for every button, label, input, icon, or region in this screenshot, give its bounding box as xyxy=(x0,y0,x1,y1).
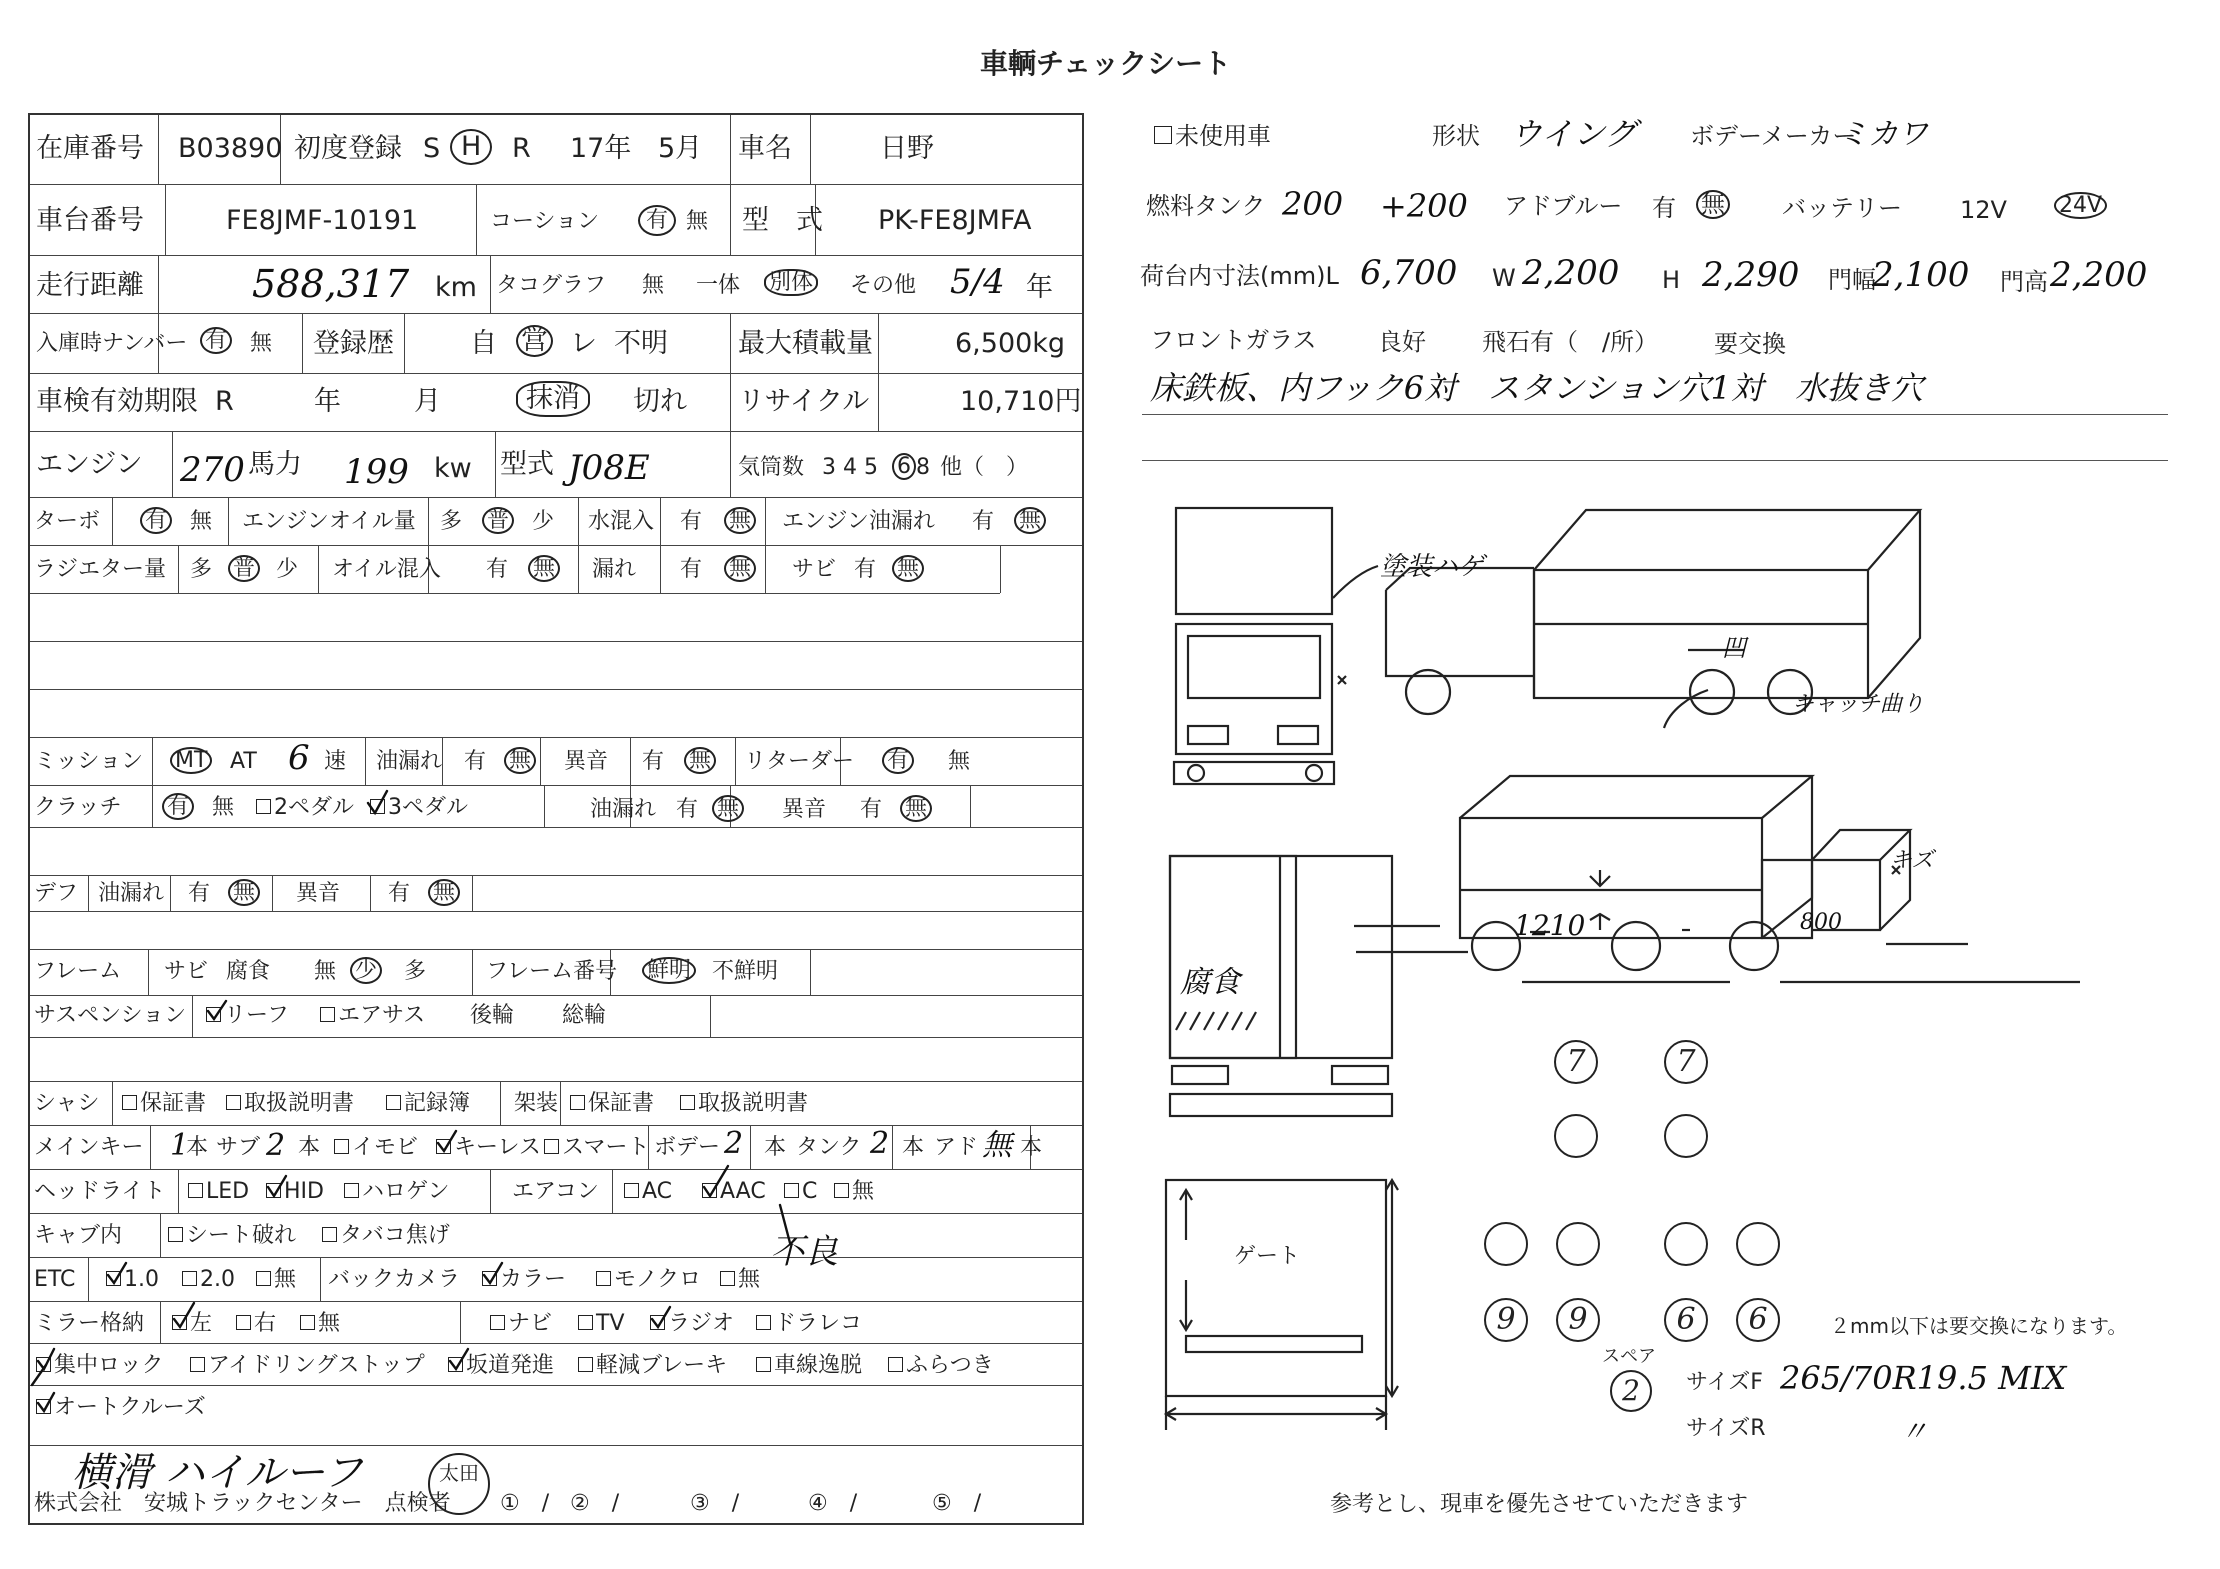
all-wheel-label: 総輪 xyxy=(562,1003,607,1028)
fuel-tank-2: +200 xyxy=(1380,187,1468,225)
kw-unit: kw xyxy=(434,453,472,484)
ad-key-value: 無 xyxy=(982,1128,1012,1163)
notes-handwritten: 横滑 ハイルーフ xyxy=(72,1450,363,1496)
engine-leak-label: エンジン油漏れ xyxy=(782,509,935,534)
inspect-label: 車検有効期限 xyxy=(36,386,198,417)
aircon-note: 不良 xyxy=(770,1232,838,1272)
aac-label: AAC xyxy=(720,1179,766,1204)
frame-label: フレーム xyxy=(34,959,122,984)
mirror-none-label: 無 xyxy=(318,1311,341,1336)
tyre-mid-right xyxy=(1664,1114,1708,1158)
dashcam-label: ドラレコ xyxy=(774,1311,863,1336)
frame-corrosion-label: 腐食 xyxy=(226,959,271,984)
inspector-stamp: 太田 xyxy=(428,1453,490,1515)
led-label: LED xyxy=(206,1179,250,1204)
frame-corrosion-less: 少 xyxy=(350,957,382,984)
turbo-yes: 有 xyxy=(140,507,172,534)
engine-leak-no: 無 xyxy=(1014,507,1046,534)
reg-year: 17年 xyxy=(570,133,632,164)
sub-key-count: 2 xyxy=(266,1128,286,1163)
chassis-docs-label: シャシ xyxy=(34,1091,100,1116)
mission-leak-yes: 有 xyxy=(464,749,487,774)
glass-label: フロントガラス xyxy=(1150,326,1317,354)
spare-label: スペア xyxy=(1602,1346,1656,1367)
records-label: 記録簿 xyxy=(404,1091,471,1116)
sketch-catch-bent: キャッチ曲り xyxy=(1792,692,1925,717)
stock-label: 在庫番号 xyxy=(36,133,144,164)
chassis-warranty-label: 保証書 xyxy=(140,1091,207,1116)
water-yes: 有 xyxy=(680,509,703,534)
unused-checkbox[interactable] xyxy=(1154,126,1172,144)
tank-key-count: 2 xyxy=(870,1126,890,1161)
cab-label: キャブ内 xyxy=(34,1223,123,1248)
history-3: レ xyxy=(570,328,597,359)
frame-number-clear: 鮮明 xyxy=(642,957,696,984)
oil-quantity-label: エンジンオイル量 xyxy=(242,509,416,534)
etc-v2-label: 2.0 xyxy=(200,1267,235,1292)
radiator-few: 少 xyxy=(276,557,299,582)
idling-stop-label: アイドリングストップ xyxy=(208,1353,425,1378)
main-key-unit: 本 xyxy=(186,1135,209,1160)
immobi-label: イモビ xyxy=(352,1135,419,1160)
tobacco-burn-label: タバコ焦げ xyxy=(340,1223,450,1248)
adblue-label: アドブルー xyxy=(1504,192,1623,220)
check-slot-4: ④ / xyxy=(808,1491,858,1516)
rear-label: 後輪 xyxy=(470,1003,515,1028)
tyre-rear-2 xyxy=(1556,1222,1600,1266)
sketch-scratch: キズ xyxy=(1890,848,1934,873)
radiator-label: ラジエター量 xyxy=(34,557,167,582)
clutch-label: クラッチ xyxy=(34,795,122,820)
spare-count: 2 xyxy=(1610,1370,1652,1412)
load-label: 最大積載量 xyxy=(738,328,873,359)
fuel-tank-label: 燃料タンク xyxy=(1146,192,1266,220)
frame-corrosion-none: 無 xyxy=(314,959,337,984)
tank-key-unit: 本 xyxy=(902,1135,925,1160)
sketch-dent: 凹 xyxy=(1722,634,1746,662)
oil-normal: 普 xyxy=(482,507,514,534)
mission-label: ミッション xyxy=(34,749,144,774)
tacho-none: 無 xyxy=(642,273,665,298)
inspect-month: 月 xyxy=(414,386,441,417)
tacho-year: 5/4 xyxy=(950,262,1005,302)
oil-mix-yes: 有 xyxy=(486,557,509,582)
diff-noise-label: 異音 xyxy=(296,881,341,906)
clutch-leak-yes: 有 xyxy=(676,797,699,822)
sketch-paint-peel: 塗装ハゲ xyxy=(1380,552,1485,582)
headlight-label: ヘッドライト xyxy=(34,1179,166,1204)
diff-leak-label: 油漏れ xyxy=(98,881,165,906)
hill-start-label: 坂道発進 xyxy=(466,1353,555,1378)
suspension-label: サスペンション xyxy=(34,1003,187,1028)
coating-yes: 有 xyxy=(638,205,676,236)
body-key-label: ボデー xyxy=(654,1135,721,1160)
remarks-handwritten: 床鉄板、内フック6対 スタンション穴1対 水抜き穴 xyxy=(1150,369,1924,407)
oil-many: 多 xyxy=(440,509,463,534)
check-slot-1: ① / xyxy=(500,1491,550,1516)
lane-depart-label: 車線逸脱 xyxy=(774,1353,863,1378)
rust-no: 無 xyxy=(892,555,924,582)
air-label: エアサス xyxy=(338,1003,426,1028)
model-label: 型式 xyxy=(500,449,554,480)
etc-v1-label: 1.0 xyxy=(124,1267,159,1292)
size-front-label: サイズF xyxy=(1686,1370,1763,1395)
oil-mix-label: オイル混入 xyxy=(332,557,441,582)
mirror-right-label: 右 xyxy=(254,1311,277,1336)
tyre-rear-1 xyxy=(1484,1222,1528,1266)
chassis-number: FE8JMF-10191 xyxy=(226,205,419,236)
adblue-no: 無 xyxy=(1696,190,1730,219)
leak-label: 漏れ xyxy=(592,557,637,582)
glass-good: 良好 xyxy=(1378,328,1426,356)
model-value: J08E xyxy=(568,448,650,488)
maker-value: ミカワ xyxy=(1838,117,1928,152)
maker-label: ボデーメーカー xyxy=(1690,122,1857,150)
shape-label: 形状 xyxy=(1432,122,1480,150)
check-marks-icon xyxy=(30,115,1082,1523)
camera-mono-label: モノクロ xyxy=(614,1267,702,1292)
door-width: 2,100 xyxy=(1872,255,1970,295)
coating-no: 無 xyxy=(686,209,709,234)
clutch-no: 無 xyxy=(212,795,235,820)
smart-label: スマート xyxy=(562,1135,650,1160)
dims-height: 2,290 xyxy=(1702,255,1800,295)
frame-number-label: フレーム番号 xyxy=(486,959,618,984)
sketch-1210: 1210 xyxy=(1514,909,1586,942)
diff-label: デフ xyxy=(34,881,79,906)
history-4: 不明 xyxy=(614,328,668,359)
mileage-label: 走行距離 xyxy=(36,270,144,301)
tacho-separate: 別体 xyxy=(764,269,818,296)
retarder-label: リターダー xyxy=(744,749,855,774)
radiator-many: 多 xyxy=(190,557,213,582)
era-r: R xyxy=(512,133,531,164)
chassis-label: 車台番号 xyxy=(36,205,144,236)
tacho-label: タコグラフ xyxy=(496,273,607,298)
battery-24v: 24V xyxy=(2054,192,2107,219)
plate-label: 入庫時ナンバー xyxy=(36,331,188,356)
sub-key-unit: 本 xyxy=(298,1135,321,1160)
cruise-label: オートクルーズ xyxy=(54,1395,206,1420)
history-label: 登録歴 xyxy=(313,328,394,359)
dims-w-label: W xyxy=(1492,264,1516,292)
mission-mt: MT xyxy=(170,747,212,774)
mission-speed: 6 xyxy=(288,738,310,778)
body-manual-label: 取扱説明書 xyxy=(698,1091,809,1116)
turbo-label: ターボ xyxy=(34,509,101,534)
history-1: 自 xyxy=(470,328,497,359)
tyre-tread-1: 9 xyxy=(1484,1298,1528,1342)
hid-label: HID xyxy=(284,1179,324,1204)
seat-tear-label: シート破れ xyxy=(186,1223,297,1248)
main-key-label: メインキー xyxy=(34,1135,144,1160)
aircon-label: エアコン xyxy=(512,1179,599,1204)
battery-12v: 12V xyxy=(1960,196,2007,224)
tacho-one: 一体 xyxy=(696,273,741,298)
reference-note: 参考とし、現車を優先させていただきます xyxy=(1330,1492,1749,1517)
leaf-label: リーフ xyxy=(224,1003,289,1028)
radiator-normal: 普 xyxy=(228,555,260,582)
mission-leak-no: 無 xyxy=(504,747,536,774)
body-docs-label: 架装 xyxy=(514,1091,559,1116)
remarks-line-1 xyxy=(1142,414,2168,415)
footer-company: 株式会社 安城トラックセンター 点検者 xyxy=(34,1491,451,1516)
era-s: S xyxy=(423,133,441,164)
cylinder-label: 気筒数 xyxy=(738,455,805,480)
dims-h-label: H xyxy=(1662,266,1681,294)
keyless-label: キーレス xyxy=(454,1135,541,1160)
type-label: 型 式 xyxy=(742,205,823,236)
car-name-label: 車名 xyxy=(738,133,792,164)
remarks-line-2 xyxy=(1142,460,2168,461)
diff-leak-yes: 有 xyxy=(188,881,211,906)
clutch-leak-no: 無 xyxy=(712,795,744,822)
water-mix-label: 水混入 xyxy=(588,509,655,534)
glass-replace: 要交換 xyxy=(1714,330,1786,358)
size-front-value: 265/70R19.5 MIX xyxy=(1780,1359,2067,1397)
size-rear-value: 〃 xyxy=(1900,1415,1929,1448)
shape-value: ウイング xyxy=(1510,115,1637,153)
central-lock-label: 集中ロック xyxy=(54,1353,164,1378)
inspect-cancel: 抹消 xyxy=(516,381,590,417)
camera-none-label: 無 xyxy=(738,1267,761,1292)
halogen-label: ハロゲン xyxy=(362,1179,450,1204)
form-title: 車輌チェックシート xyxy=(980,47,1232,80)
mission-at: AT xyxy=(230,749,257,774)
inspect-r: R xyxy=(215,386,234,417)
tyre-tread-4: 6 xyxy=(1736,1298,1780,1342)
etc-label: ETC xyxy=(34,1267,76,1292)
size-rear-label: サイズR xyxy=(1686,1416,1766,1441)
tyre-front-left: 7 xyxy=(1554,1040,1598,1084)
radio-label: ラジオ xyxy=(668,1311,735,1336)
inspect-year: 年 xyxy=(314,386,341,417)
cylinder-other: 他（ ） xyxy=(940,455,1029,480)
tyre-front-right: 7 xyxy=(1664,1040,1708,1084)
drowsy-label: ふらつき xyxy=(906,1353,994,1378)
coating-label: コーション xyxy=(490,209,600,234)
leak-yes: 有 xyxy=(680,557,703,582)
horsepower-value: 270 xyxy=(180,450,245,490)
c-label: C xyxy=(802,1179,818,1204)
car-name: 日野 xyxy=(880,133,934,164)
plate-no: 無 xyxy=(250,331,273,356)
mission-noise-no: 無 xyxy=(684,747,716,774)
rust-label: サビ xyxy=(792,557,837,582)
ac-label: AC xyxy=(642,1179,673,1204)
sketch-gate: ゲート xyxy=(1234,1244,1301,1269)
plate-yes: 有 xyxy=(200,327,232,354)
km-unit: km xyxy=(435,272,477,303)
tank-key-label: タンク xyxy=(796,1135,862,1160)
door-height-label: 門高 xyxy=(2000,268,2048,296)
chassis-manual-label: 取扱説明書 xyxy=(244,1091,355,1116)
navi-label: ナビ xyxy=(508,1311,553,1336)
tyre-note: ２mm以下は要交換になります。 xyxy=(1830,1314,2128,1338)
water-no: 無 xyxy=(724,507,756,534)
cylinder-eight: 8 xyxy=(916,455,930,480)
clutch-noise-no: 無 xyxy=(900,795,932,822)
type-value: PK-FE8JMFA xyxy=(878,205,1032,236)
mirror-left-label: 左 xyxy=(190,1311,213,1336)
dims-width: 2,200 xyxy=(1522,253,1620,293)
mission-leak-label: 油漏れ xyxy=(376,749,443,774)
sketch-800: 800 xyxy=(1800,910,1842,935)
diff-noise-yes: 有 xyxy=(388,881,411,906)
mission-speed-unit: 速 xyxy=(324,749,347,774)
body-key-unit: 本 xyxy=(764,1135,787,1160)
recycle-label: リサイクル xyxy=(738,386,870,417)
check-slot-3: ③ / xyxy=(690,1491,740,1516)
brake-assist-label: 軽減ブレーキ xyxy=(596,1353,728,1378)
diff-leak-no: 無 xyxy=(228,879,260,906)
sub-key-label: サブ xyxy=(216,1135,261,1160)
frame-number-unclear: 不鮮明 xyxy=(712,959,779,984)
engine-label: エンジン xyxy=(36,449,143,480)
oil-few: 少 xyxy=(532,509,555,534)
clutch-yes: 有 xyxy=(162,793,194,820)
kw-value: 199 xyxy=(344,452,409,492)
mirror-label: ミラー格納 xyxy=(34,1311,145,1336)
retarder-yes: 有 xyxy=(882,747,914,774)
tacho-year-unit: 年 xyxy=(1026,272,1053,303)
body-key-count: 2 xyxy=(724,1126,744,1161)
tv-label: TV xyxy=(596,1311,625,1336)
tacho-other: その他 xyxy=(850,273,917,298)
clutch-leak-label: 油漏れ xyxy=(590,797,657,822)
mileage-value: 588,317 xyxy=(252,262,410,306)
cylinder-six: 6 xyxy=(892,453,916,480)
body-warranty-label: 保証書 xyxy=(588,1091,655,1116)
rust-yes: 有 xyxy=(854,557,877,582)
check-slot-5: ⑤ / xyxy=(932,1491,982,1516)
back-camera-label: バックカメラ xyxy=(328,1267,461,1292)
unused-label: 未使用車 xyxy=(1175,122,1271,150)
tyre-mid-left xyxy=(1554,1114,1598,1158)
horsepower-label: 馬力 xyxy=(248,449,302,480)
first-reg-label: 初度登録 xyxy=(294,133,402,164)
aircon-none-label: 無 xyxy=(852,1179,875,1204)
check-slot-2: ② / xyxy=(570,1491,620,1516)
tyre-rear-3 xyxy=(1664,1222,1708,1266)
cylinder-options: 3 4 5 xyxy=(822,455,878,480)
oil-mix-no: 無 xyxy=(528,555,560,582)
load-value: 6,500kg xyxy=(955,328,1066,359)
era-h: H xyxy=(450,129,492,165)
reg-month: 5月 xyxy=(658,133,703,164)
mission-noise-label: 異音 xyxy=(564,749,609,774)
dims-label: 荷台内寸法(mm)L xyxy=(1140,262,1339,290)
tyre-tread-3: 6 xyxy=(1664,1298,1708,1342)
vehicle-check-form xyxy=(28,113,1084,1525)
mission-noise-yes: 有 xyxy=(642,749,665,774)
tyre-tread-2: 9 xyxy=(1556,1298,1600,1342)
frame-corrosion-many: 多 xyxy=(404,959,427,984)
leak-no: 無 xyxy=(724,555,756,582)
ad-key-label: アド xyxy=(934,1135,979,1160)
diff-noise-no: 無 xyxy=(428,879,460,906)
fuel-tank-1: 200 xyxy=(1282,185,1344,223)
stock-number: B03890 xyxy=(178,133,283,164)
turbo-no: 無 xyxy=(190,509,213,534)
door-height: 2,200 xyxy=(2050,255,2148,295)
truck-sketch-icon xyxy=(1150,490,2210,1430)
engine-leak-yes: 有 xyxy=(972,509,995,534)
camera-color-label: カラー xyxy=(500,1267,567,1292)
glass-chip: 飛石有（ /所） xyxy=(1482,328,1659,356)
etc-none-label: 無 xyxy=(274,1267,297,1292)
tyre-rear-4 xyxy=(1736,1222,1780,1266)
main-key-count: 1 xyxy=(170,1128,190,1163)
clutch-noise-label: 異音 xyxy=(782,797,827,822)
sketch-rust: 腐食 xyxy=(1180,965,1240,1000)
history-2: 営 xyxy=(516,325,553,357)
dims-length: 6,700 xyxy=(1360,253,1458,293)
clutch-noise-yes: 有 xyxy=(860,797,883,822)
retarder-no: 無 xyxy=(948,749,971,774)
three-pedal-label: 3ペダル xyxy=(388,795,468,820)
two-pedal-label: 2ペダル xyxy=(274,795,354,820)
frame-rust-label: サビ xyxy=(164,959,209,984)
recycle-value: 10,710円 xyxy=(960,386,1082,417)
battery-label: バッテリー xyxy=(1782,194,1902,222)
adblue-yes: 有 xyxy=(1652,194,1676,222)
door-width-label: 門幅 xyxy=(1828,266,1876,294)
ad-key-unit: 本 xyxy=(1020,1135,1043,1160)
inspect-expired: 切れ xyxy=(633,386,687,417)
